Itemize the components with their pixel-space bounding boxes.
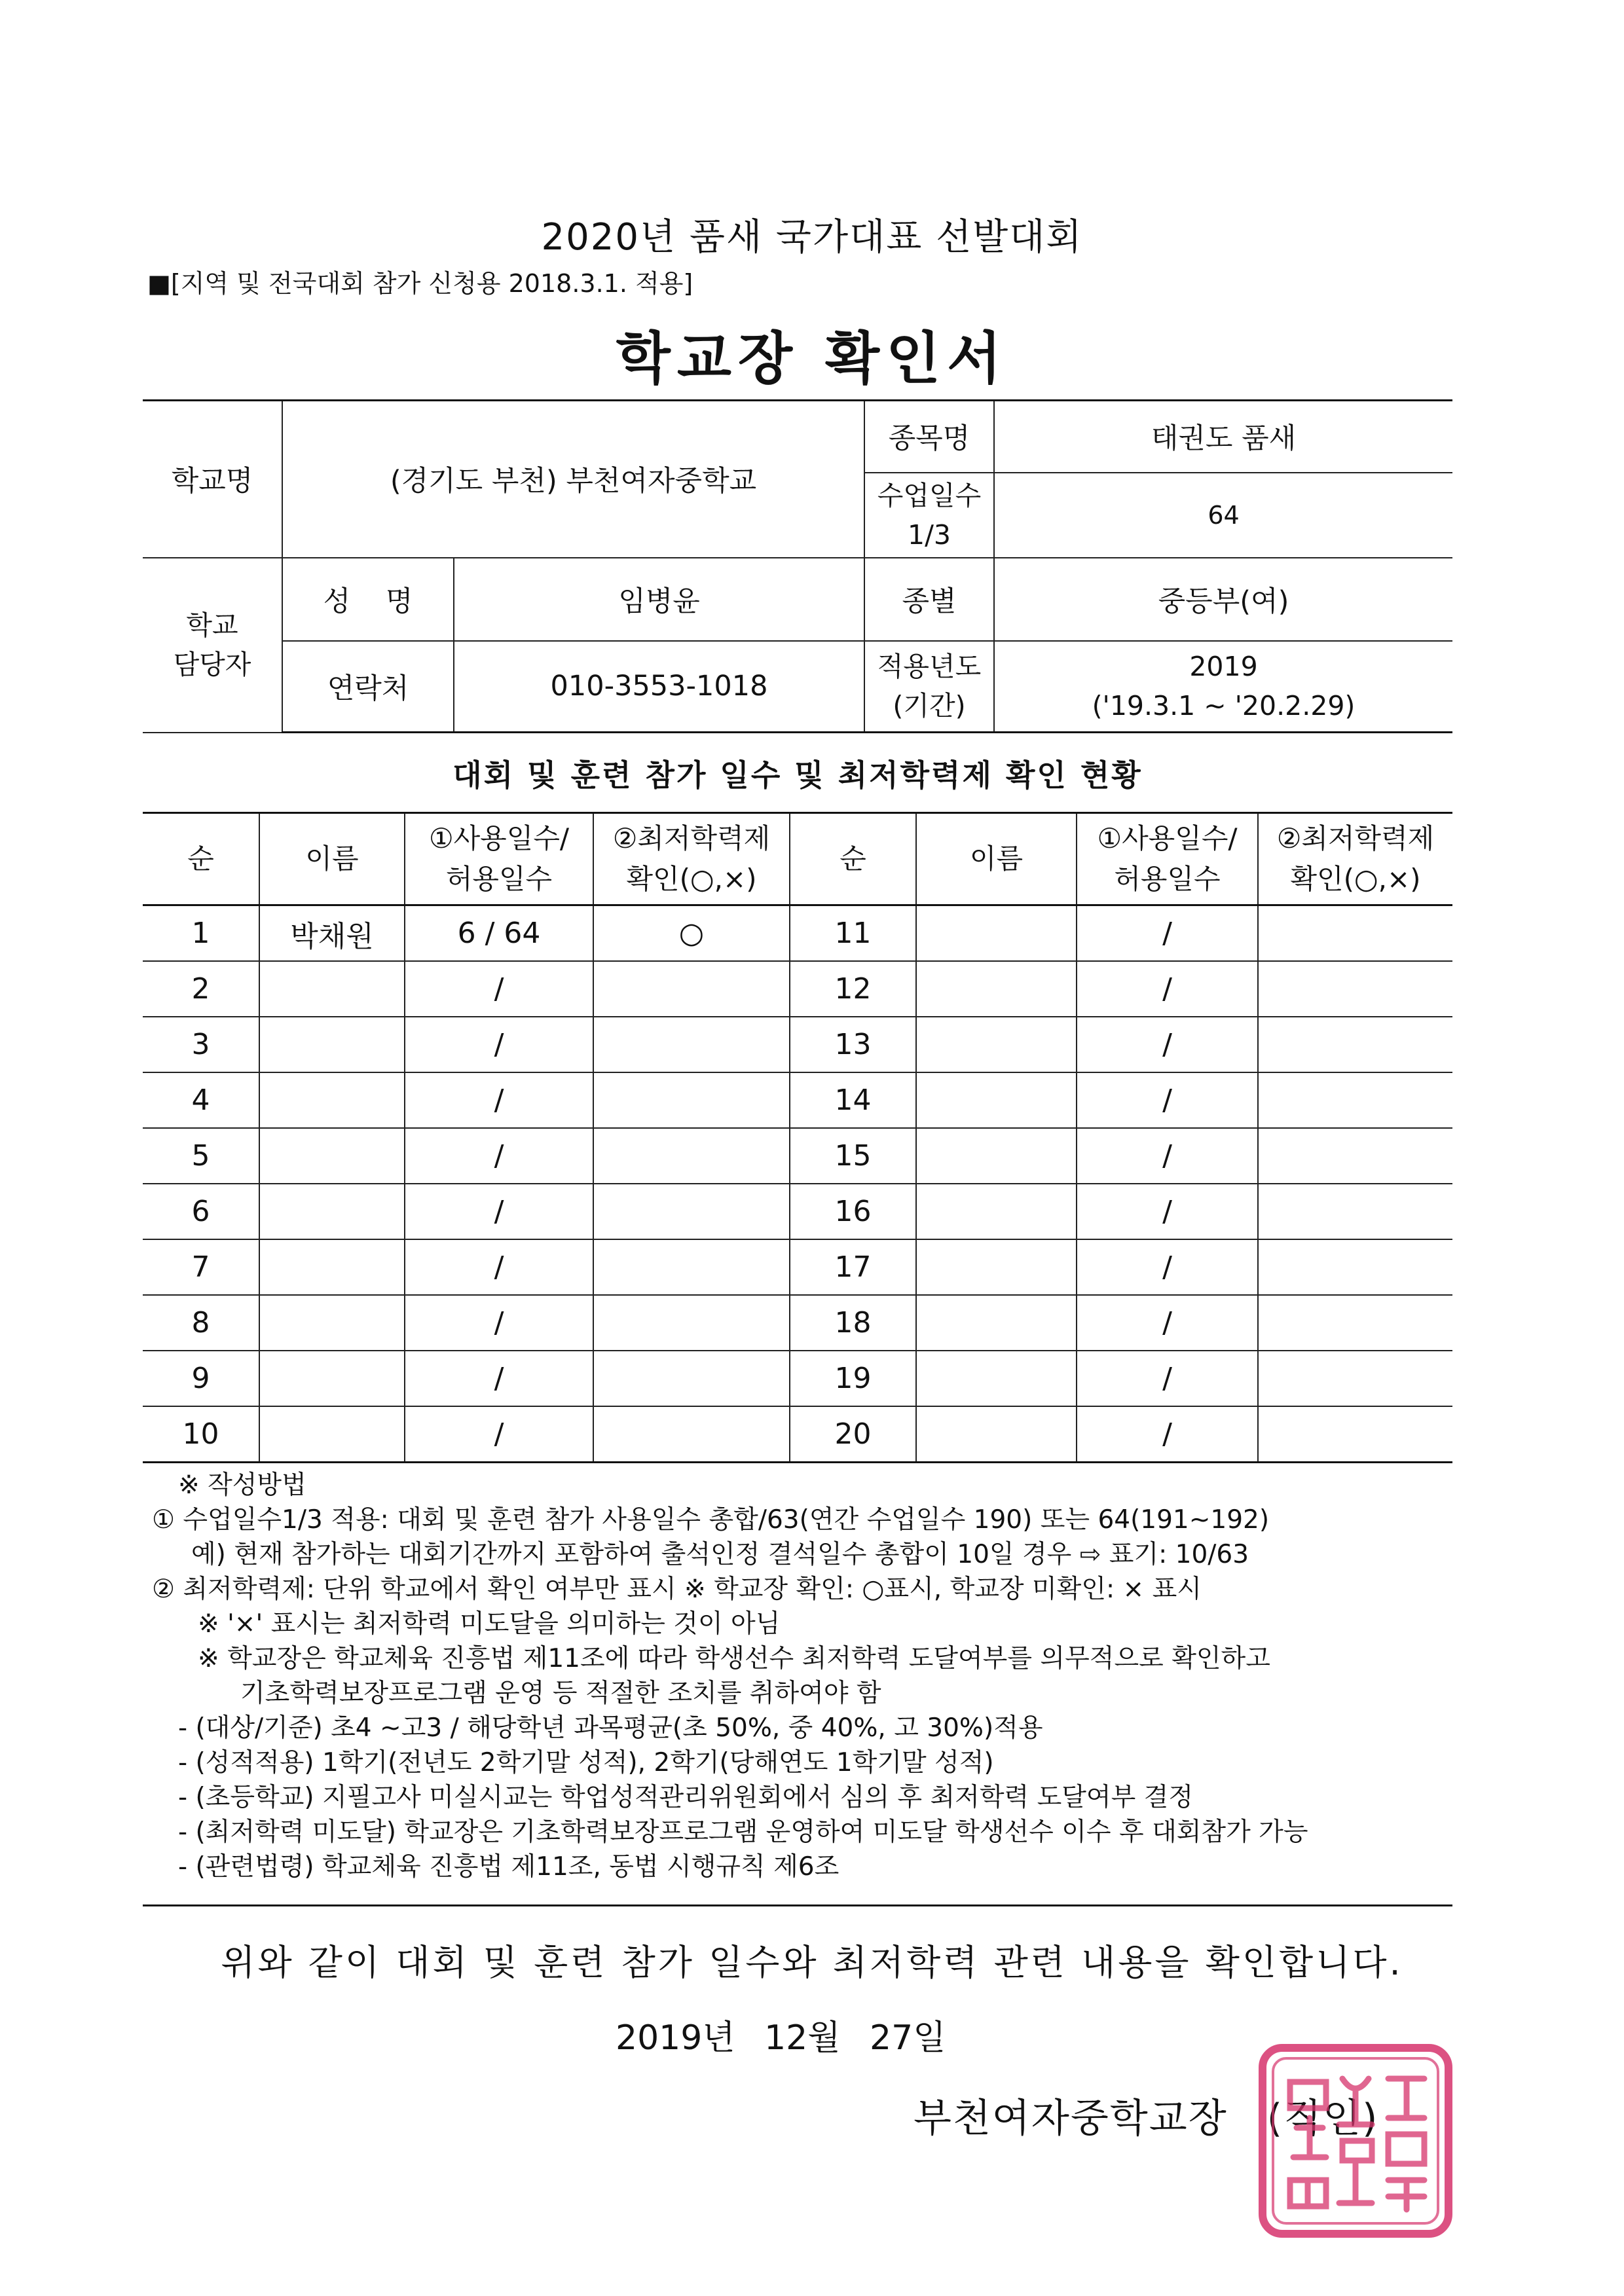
applicability-note: ■[지역 및 전국대회 참가 신청용 2018.3.1. 적용] [147,269,693,298]
col-no-right: 순 [790,813,916,905]
instructions-title: ※ 작성방법 [178,1470,306,1500]
athlete-name [916,1072,1077,1128]
period-value-line2: ('19.3.1 ~ '20.2.29) [1092,690,1356,722]
instruction-line: ② 최저학력제: 단위 학교에서 확인 여부만 표시 ※ 학교장 확인: ○표시, 학교장 미확인: × 표시 [152,1575,1202,1604]
period-value-line1: 2019 [1189,651,1258,683]
col-days-line2: 허용일수 [445,863,553,895]
instruction-line: - (초등학교) 지필고사 미실시교는 학업성적관리위원회에서 심의 후 최저학력 도달여부 결정 [178,1783,1194,1812]
athlete-name [259,1351,405,1406]
period-label-line1: 적용년도 [877,651,982,683]
min-academic-check [1258,1239,1452,1295]
class-days-label-line2: 1/3 [908,519,951,551]
col-check-line1: ②최저학력제 [612,822,771,854]
min-academic-check [1258,1295,1452,1351]
period-value [994,641,1452,733]
col-days-line2: 허용일수 [1114,863,1221,895]
contact-value: 010-3553-1018 [454,641,864,733]
used-days: / [1077,1295,1258,1351]
table-row [143,1295,1452,1351]
row-number: 16 [790,1184,916,1239]
section-title: 대회 및 훈련 참가 일수 및 최저학력제 확인 현황 [452,757,1143,793]
athlete-name [259,1184,405,1239]
min-academic-check [593,961,790,1017]
used-days: / [1077,905,1258,962]
col-check-line1: ②최저학력제 [1276,822,1435,854]
used-days: / [405,1072,593,1128]
event-title: 2020년 품새 국가대표 선발대회 [541,216,1083,259]
category-value: 중등부(여) [994,558,1452,641]
row-number: 19 [790,1351,916,1406]
instruction-line: - (최저학력 미도달) 학교장은 기초학력보장프로그램 운영하여 미도달 학생선수 이수 후 대회참가 가능 [178,1817,1308,1847]
athlete-name [916,961,1077,1017]
instruction-line: ※ '×' 표시는 최저학력 미도달을 의미하는 것이 아님 [198,1609,781,1639]
col-days-line1: ①사용일수/ [1097,822,1238,854]
row-number: 10 [143,1406,259,1463]
table-row [143,1072,1452,1128]
instruction-line: 예) 현재 참가하는 대회기간까지 포함하여 출석인정 결석일수 총합이 10일 경우 ⇨ 표기: 10/63 [191,1540,1249,1569]
used-days: / [405,1295,593,1351]
athlete-name [916,1295,1077,1351]
col-no-left: 순 [143,813,259,905]
instruction-line: 기초학력보장프로그램 운영 등 적절한 조치를 취하여야 함 [240,1679,881,1708]
class-days-label-line1: 수업일수 [877,479,982,511]
event-value: 태권도 품새 [994,401,1452,473]
instruction-line: - (대상/기준) 초4 ~고3 / 해당학년 과목평균(초 50%, 중 40%, 고 30%)적용 [178,1713,1043,1743]
participation-table [143,812,1452,1463]
col-days-line1: ①사용일수/ [428,822,570,854]
staff-label-line2: 담당자 [173,649,251,680]
athlete-name [259,1072,405,1128]
min-academic-check [1258,905,1452,962]
school-name-value: (경기도 부천) 부천여자중학교 [282,401,864,558]
used-days: / [405,1184,593,1239]
used-days: / [405,1239,593,1295]
row-number: 17 [790,1239,916,1295]
athlete-name [259,961,405,1017]
col-days-left [405,813,593,905]
used-days: / [1077,961,1258,1017]
table-row [143,961,1452,1017]
table-row [143,1017,1452,1072]
used-days: / [405,1128,593,1184]
min-academic-check [1258,961,1452,1017]
athlete-name [259,1239,405,1295]
table-row [143,1184,1452,1239]
min-academic-check [593,1239,790,1295]
min-academic-check [1258,1017,1452,1072]
instructions [152,1468,1462,1884]
row-number: 12 [790,961,916,1017]
min-academic-check [593,1351,790,1406]
row-number: 15 [790,1128,916,1184]
table-row [143,905,1452,962]
used-days: / [1077,1017,1258,1072]
row-number: 1 [143,905,259,962]
name-label: 성 명 [282,558,454,641]
row-number: 6 [143,1184,259,1239]
row-number: 18 [790,1295,916,1351]
athlete-name [259,1295,405,1351]
row-number: 14 [790,1072,916,1128]
table-header-row [143,813,1452,905]
row-number: 4 [143,1072,259,1128]
athlete-name: 박채원 [259,905,405,962]
athlete-name [916,1184,1077,1239]
class-days-value: 64 [994,473,1452,558]
athlete-name [916,1406,1077,1463]
row-number: 3 [143,1017,259,1072]
min-academic-check [1258,1406,1452,1463]
min-academic-check [1258,1128,1452,1184]
used-days: / [405,961,593,1017]
used-days: / [1077,1072,1258,1128]
used-days: / [1077,1184,1258,1239]
principal-name: 부천여자중학교장 [913,2096,1228,2141]
used-days: / [1077,1239,1258,1295]
col-check-right [1258,813,1452,905]
athlete-name [916,1017,1077,1072]
min-academic-check [593,1184,790,1239]
row-number: 8 [143,1295,259,1351]
row-number: 11 [790,905,916,962]
min-academic-check [593,1072,790,1128]
min-academic-check [593,1406,790,1463]
athlete-name [916,1351,1077,1406]
table-row [143,1351,1452,1406]
min-academic-check: ○ [593,905,790,962]
issue-date: 2019년 12월 27일 [616,2018,946,2058]
athlete-name [259,1017,405,1072]
school-name-label: 학교명 [143,401,282,558]
min-academic-check [1258,1351,1452,1406]
col-name-right: 이름 [916,813,1077,905]
row-number: 13 [790,1017,916,1072]
staff-label-line1: 학교 [186,610,238,641]
min-academic-check [1258,1072,1452,1128]
name-value: 임병윤 [454,558,864,641]
athlete-name [259,1128,405,1184]
used-days: / [405,1406,593,1463]
min-academic-check [593,1295,790,1351]
instruction-line: - (관련법령) 학교체육 진흥법 제11조, 동법 시행규칙 제6조 [178,1852,840,1882]
row-number: 5 [143,1128,259,1184]
school-seal-stamp [1257,2043,1454,2239]
row-number: 2 [143,961,259,1017]
divider [143,1904,1452,1906]
event-label: 종목명 [864,401,994,473]
class-days-label [864,473,994,558]
row-number: 20 [790,1406,916,1463]
table-row [143,1406,1452,1463]
instruction-line: ※ 학교장은 학교체육 진흥법 제11조에 따라 학생선수 최저학력 도달여부를 의무적으로 확인하고 [198,1644,1270,1673]
period-label [864,641,994,733]
used-days: / [1077,1406,1258,1463]
col-check-line2: 확인(○,×) [1290,863,1421,895]
col-name-left: 이름 [259,813,405,905]
athlete-name [259,1406,405,1463]
table-row [143,1239,1452,1295]
col-days-right [1077,813,1258,905]
instruction-line: ① 수업일수1/3 적용: 대회 및 훈련 참가 사용일수 총합/63(연간 수업일수 190) 또는 64(191~192) [152,1505,1270,1535]
category-label: 종별 [864,558,994,641]
contact-label: 연락처 [282,641,454,733]
min-academic-check [1258,1184,1452,1239]
instruction-line: - (성적적용) 1학기(전년도 2학기말 성적), 2학기(당해연도 1학기말 성적) [178,1748,994,1777]
row-number: 7 [143,1239,259,1295]
confirmation-statement: 위와 같이 대회 및 훈련 참가 일수와 최저학력 관련 내용을 확인합니다. [221,1942,1403,1983]
min-academic-check [593,1128,790,1184]
school-info-table [143,399,1452,733]
table-row [143,1128,1452,1184]
col-check-left [593,813,790,905]
used-days: / [405,1017,593,1072]
athlete-name [916,1239,1077,1295]
document-title: 학교장 확인서 [616,326,1008,392]
used-days: / [1077,1351,1258,1406]
row-number: 9 [143,1351,259,1406]
athlete-name [916,905,1077,962]
staff-label [143,558,282,733]
seal-label: (직인) [1266,2096,1379,2141]
col-check-line2: 확인(○,×) [626,863,757,895]
used-days: / [405,1351,593,1406]
used-days: 6 / 64 [405,905,593,962]
min-academic-check [593,1017,790,1072]
used-days: / [1077,1128,1258,1184]
period-label-line2: (기간) [893,690,966,722]
athlete-name [916,1128,1077,1184]
